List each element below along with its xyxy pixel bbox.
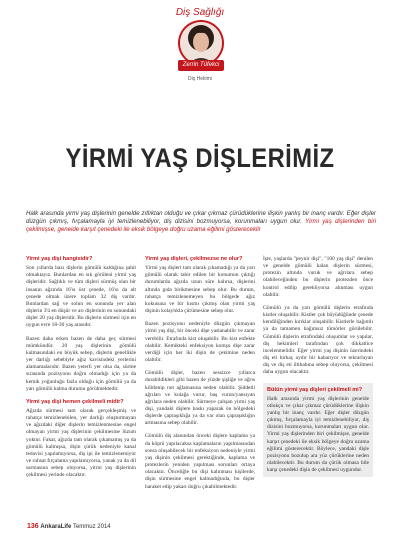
paragraph: Gömülü ya da yarı gömülü dişlerin etrafında kistler oluşabilir. Kistler çok büyüdüğünde çenede kendiliğinden kırıklar oluşabilir. Kistlerle bağımlı ya da tamamen bağımsız tümörler görülebilir. Gömülü dişlerin etrafındaki oluşumlar ve yapılar, diş hekimleri tarafından çok dikkatlice incelenmelidir. Eğer yirmi yaş dişinin üzerindeki diş eti birkaç aydır bir kabarıyor ve tekrarlayan diş ve diş eti iltihabına sebep oluyorsa, çekilmesi daha uygun olacaktır. [263, 304, 373, 376]
issue-date: Temmuz 2014 [72, 524, 111, 530]
magazine-brand: AnkaraLife [40, 524, 72, 530]
subheading: Yirmi yaş dişleri, çekilmezse ne olur? [145, 256, 243, 262]
article-header [0, 0, 400, 110]
section-title: Diş Sağlığı [175, 7, 225, 18]
article-headline: YİRMİ YAŞ DİŞLERİMİZ [65, 143, 335, 173]
lead-highlight: Yirmi yaş dişlerinden biri çekilmişse, geneide karşıt çenedeki ile eksik bölgeye doğru uzama eğilimi göstereceklir [26, 218, 376, 234]
lead-text: Halk arasında yirmi yaş dişlerinin genelde zıtlıktan olduğu ve çıkar çıkmaz çürüdüklerine ilişkin yanlış bir inanç vardır. Eğer dişler düzgün çıkmış, fırçalamayla iyi temizlenebiliyor, diş dizisini bozmuyorsa, korunmaları uygun olur. [26, 210, 376, 226]
page-footer [27, 523, 111, 530]
paragraph: Bazen pozisyonu nedeniyle düzgün çıkmayan yirmi yaş dişi, bir önceki dişe yaslanabilir ve zarar verebilir. Etrafında kist oluşabilir. Bu kist enfekte olabilir. Kemikteki enfeksiyon komşu dişe zarar verdiği için her iki dişin de çekimine neden olabilir. [145, 321, 255, 364]
paragraph: Halk arasında yirmi yaş dişlerinin genelde otlukçu ve çıkar çıkmaz çürüdüklerine ilişkin yanlış bir inanç vardır. Eğer dişler düzgün çıkmış, fırçalamayla iyi temizlenebiliyor, diş dizisini bozmuyorsa, korunmaları uygun olur. Yirmi yaş dişlerinden biri çekilmişse, genelde karşıt çenedeki ile eksik bölgeye doğru uzama eğilimi gösterecektir. Böylece, yandaki dişle pozisyonu bozulup ara yüz çürüklerine neden olabilecektir. Bu durum da çürük olmasa bile karşı çenedeki dişin de çekilmesi uygundur. [267, 395, 369, 474]
paragraph: Bazen daha erken bazen de daha geç sürmesi mümkündür. 20 yaş dişlerinin gömülü kalmasındaki en büyük sebep, dişlerin genellikle yer darlığı sebebiyle ağız kavisindeki yerlerini alamamalarıdır. Bazen yeterli yer olsa da, sürme sırasında pozisyonu doğru olmadığı için ya da kemik yoğunluğu fazla olduğu için gömülü ya da yarı gömülü kalma durumu görülmektedir. [26, 335, 136, 392]
paragraph: Gömülü diş alanından önceki dişlere kaplama ya da köprü yapılacaksa kaplamaların yapılmasından sonra oluşabilecek bir enfeksiyon nedeniyle yirmi yaş dişinin çekilmesi gerektiğinde, kaplama ve protezlerin yeniden yapılması sorunları ortaya olacaktır. Önceliğle bu dişi kalınması kişilerde, dişin sürmesine engel kalmadığında, bu dişler haraket edip yakarı doğru çıkabilmektedir. [145, 433, 255, 490]
paragraph: Gömülü dişler, bazen sessizce yıllarca durabildikleri gibi bazen de yüzde şişliğe ve ağrıs kilitlenip not ağlamasına neden olabilir. Şiddetli ağrıları ve kulağa vurur, baş vurun/yansıyan ağrılara neden olabilir. Sürmeye çalışan yirmi yaş dişi, yandaki dişlere baskı yaparak ön bölgedeki dişlerde çapraşıklığa ya da var olan çapraşıklığın artmasına sebep olabilir. [145, 370, 255, 427]
paragraph: Ağızda sürmesi tam olarak gerçekleşmiş ve rahatça temizlenebilen, yer darlığı oluşturmayan ve ağızdaki diğer dişlerin temizlenmesine engel olmayan yirmi yaş dişlerinin çekilmesine lüzum yoktur. Fakat, ağızda tam olarak çıkamamış ya da gömülü kalmışsa, dişin çürük nedeniyle kanal tedavisi yapılamıyorsa, diş ipi ile temizlenemiyor ve ruhsat fırçalama yapılamıyorsa, yanak ya da dil sarmasına sebep oluyorsa, yirmi yaş dişlerinin çekilmesi yerinde olacaktır. [26, 407, 136, 479]
subheading: Bütün yirmi yaş dişleri çekilmeli mi? [267, 386, 363, 393]
article-column-3 [263, 256, 373, 477]
article-column-1 [26, 256, 136, 486]
highlight-box [263, 383, 373, 478]
paragraph: Yirmi yaş dişleri tam olarak çıkamadığı ya da yarı gömülü olarak tabir edilen bir konumun çıktığı durumlarda ağızda uzun süre kalırsa, dişlerini altında gıda birikmesine sebep olur. Bu durum, rahatça temizlenemeyen bu bölgede ağız kokusuna ve bir kısmı çıkmış olan yirmi yaş dişinin kolaylıkla çürümesine sebep olur. [145, 265, 255, 315]
author-avatar [180, 22, 222, 64]
paragraph: Son yıllarda bazı dişlerin gömülü kaldığına şahit olmaktayız. Bunlardan en sık görüleni yirmi yaş dişleridir. Sağlıklı ve tüm dişleri sürmüş olan bir insanın ağzında 16'sı üst çenede, 16'sı da alt çenede olmak üzere toplam 32 diş vardır. Bunlardan sağ ve solun en sonunda yer alan dişlerin 3'ü en düşür ve arı dişlerinin en sonundaki dişler 20 yaş dişleridir. Bu dişlerin sürmesi için en uygun evre 18-30 yaş arasıdır. [26, 265, 136, 329]
page-number: 136 [27, 523, 39, 530]
subheading: Yirmi yaş dişi hangisidir? [26, 256, 93, 262]
article-lead [26, 210, 376, 235]
author-role: Diş Hekimi [188, 76, 212, 82]
subheading: Yirmi yaş dişi hemen çekilmeli midir? [26, 398, 124, 405]
article-column-2 [145, 256, 255, 497]
author-name: Zerrin Tüfekci [178, 60, 224, 71]
paragraph: İşte, yaşlarda "peynir dişi", "100 yaş dişi" denilen ve genelde gömülü kalan dişlerin sürmesi, protezin altında vuruk ve ağrılara sebep olabileceğinden bu dişlerin protezden önce kontrol edilip gerekliyorsa alınması uygun olabilir. [263, 256, 373, 298]
